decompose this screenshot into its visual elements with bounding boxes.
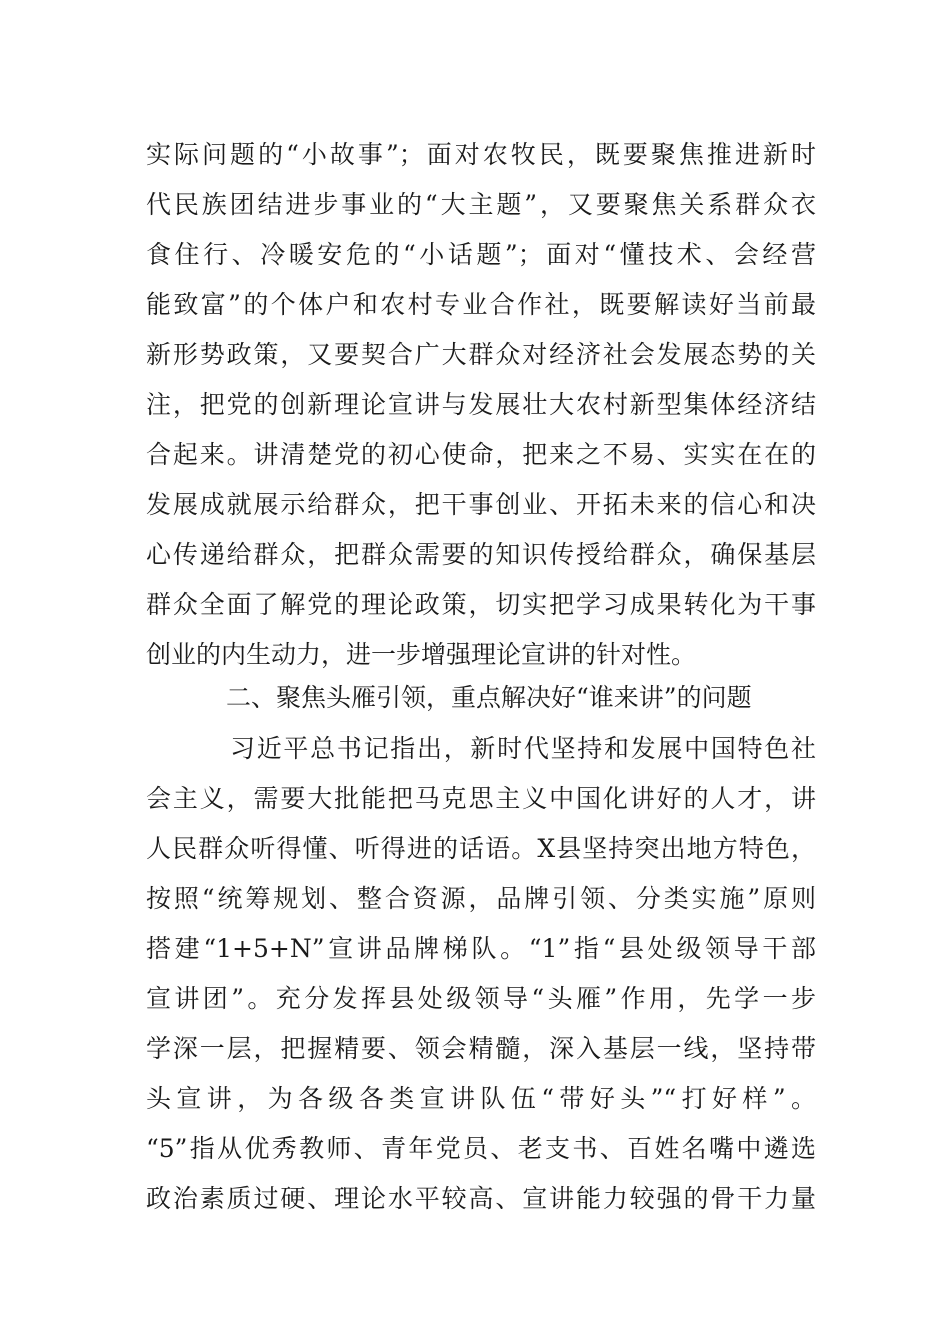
section-heading: 二、聚焦头雁引领，重点解决好“谁来讲”的问题 xyxy=(226,683,752,712)
text-line: 心传递给群众，把群众需要的知识传授给群众，确保基层 xyxy=(146,540,816,569)
text-line: 宣讲团”。充分发挥县处级领导“头雁”作用，先学一步 xyxy=(146,984,816,1013)
text-line: 创业的内生动力，进一步增强理论宣讲的针对性。 xyxy=(146,640,697,669)
text-line: 群众全面了解党的理论政策，切实把学习成果转化为干事 xyxy=(146,590,816,619)
text-line: 实际问题的“小故事”；面对农牧民，既要聚焦推进新时 xyxy=(146,140,816,169)
text-line: 会主义，需要大批能把马克思主义中国化讲好的人才，讲 xyxy=(146,784,816,813)
text-line: “5”指从优秀教师、青年党员、老支书、百姓名嘴中遴选 xyxy=(146,1134,816,1163)
text-line: 食住行、冷暖安危的“小话题”；面对“懂技术、会经营 xyxy=(146,240,816,269)
text-line: 新形势政策，又要契合广大群众对经济社会发展态势的关 xyxy=(146,340,816,369)
text-line: 发展成就展示给群众，把干事创业、开拓未来的信心和决 xyxy=(146,490,816,519)
text-line: 政治素质过硬、理论水平较高、宣讲能力较强的骨干力量 xyxy=(146,1184,816,1213)
text-line: 按照“统筹规划、整合资源，品牌引领、分类实施”原则 xyxy=(146,884,816,913)
text-line: 头宣讲，为各级各类宣讲队伍“带好头”“打好样”。 xyxy=(146,1084,816,1113)
text-line: 注，把党的创新理论宣讲与发展壮大农村新型集体经济结 xyxy=(146,390,816,419)
text-line: 人民群众听得懂、听得进的话语。X县坚持突出地方特色， xyxy=(146,834,816,863)
text-line: 能致富”的个体户和农村专业合作社，既要解读好当前最 xyxy=(146,290,816,319)
text-line: 合起来。讲清楚党的初心使命，把来之不易、实实在在的 xyxy=(146,440,816,469)
text-line: 习近平总书记指出，新时代坚持和发展中国特色社 xyxy=(230,734,816,763)
text-line: 学深一层，把握精要、领会精髓，深入基层一线，坚持带 xyxy=(146,1034,816,1063)
text-line: 代民族团结进步事业的“大主题”，又要聚焦关系群众衣 xyxy=(146,190,816,219)
text-line: 搭建“1+5+N”宣讲品牌梯队。“1”指“县处级领导干部 xyxy=(146,934,816,963)
